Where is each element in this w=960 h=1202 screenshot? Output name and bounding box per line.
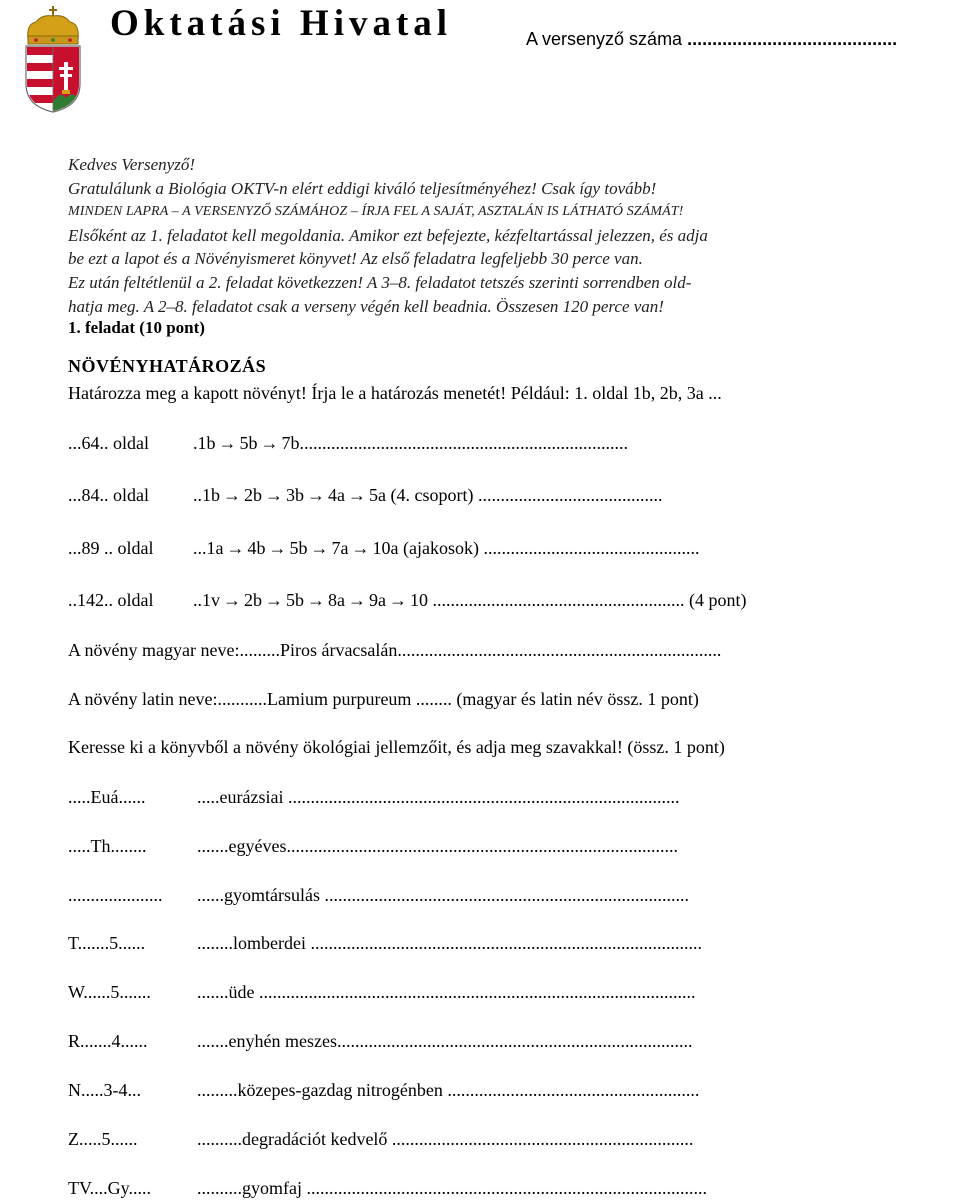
competitor-number-field — [526, 29, 897, 50]
ecology-code: R.......4...... — [68, 1031, 148, 1051]
arrow-right-icon: → — [310, 538, 329, 558]
ecology-value: .........közepes-gazdag nitrogénben ........................................................ — [197, 1080, 700, 1100]
ecology-value: .......üde ................................................................................................. — [197, 982, 696, 1002]
ecology-value: ........lomberdei ....................................................................................... — [197, 933, 702, 953]
arrow-right-icon: → — [218, 433, 237, 453]
arrow-right-icon: → — [307, 590, 325, 610]
greeting: Kedves Versenyző! — [68, 155, 195, 174]
ecology-code: .....Euá...... — [68, 787, 146, 807]
task-title: 1. feladat (10 pont) — [68, 318, 205, 337]
arrow-right-icon: → — [268, 538, 287, 558]
arrow-right-icon: → — [265, 485, 283, 505]
organization-title: Oktatási Hivatal — [110, 3, 453, 44]
arrow-right-icon: → — [223, 485, 241, 505]
section-title: NÖVÉNYHATÁROZÁS — [68, 356, 267, 376]
ecology-value: .....eurázsiai ....................................................................................... — [197, 787, 680, 807]
intro-instructions — [68, 153, 898, 318]
instruction-line-3: Ez után feltétlenül a 2. feladat következzen! A 3–8. feladatot tetszés szerinti sorrendben old- — [68, 272, 692, 292]
ecology-code: ..................... — [68, 885, 163, 905]
arrow-right-icon: → — [389, 590, 407, 610]
plant-latin-name: A növény latin neve:...........Lamium purpureum ........ (magyar és latin név össz. 1 pont) — [68, 689, 699, 709]
step-page: ...64.. oldal — [68, 433, 149, 453]
page-number-instruction: MINDEN LAPRA – A VERSENYZŐ SZÁMÁHOZ – ÍRJA FEL A SAJÁT, ASZTALÁN IS LÁTHATÓ SZÁMÁT! — [68, 204, 684, 220]
arrow-right-icon: → — [226, 538, 245, 558]
ecology-value: .......enyhén meszes............................................................................... — [197, 1031, 693, 1051]
step-page: ...89 .. oldal — [68, 538, 154, 558]
ecology-code: .....Th........ — [68, 836, 147, 856]
competitor-number-blank: .......................................... — [687, 29, 898, 49]
ecology-code: W......5....... — [68, 982, 151, 1002]
ecology-value: ......gyomtársulás ................................................................................. — [197, 885, 689, 905]
arrow-right-icon: → — [260, 433, 279, 453]
competitor-number-label: A versenyző száma — [526, 29, 683, 49]
plant-hungarian-name: A növény magyar neve:.........Piros árvacsalán........................................................................ — [68, 640, 722, 660]
step-points: (4 pont) — [684, 590, 747, 610]
arrow-right-icon: → — [223, 590, 241, 610]
ecology-code: T.......5...... — [68, 933, 146, 953]
instruction-line-1: Elsőként az 1. feladatot kell megoldania. Amikor ezt befejezte, kézfeltartással jelezzen, és adja — [68, 225, 708, 245]
ecology-value: ..........gyomfaj ......................................................................................... — [197, 1178, 707, 1198]
arrow-right-icon: → — [348, 485, 366, 505]
ecology-prompt: Keresse ki a könyvből a növény ökológiai jellemzőit, és adja meg szavakkal! (össz. 1 pont) — [68, 737, 725, 757]
ecology-code: N.....3-4... — [68, 1080, 141, 1100]
step-path: ..1b → 2b → 3b → 4a → 5a (4. csoport) ......................................... — [193, 485, 663, 505]
ecology-value: .......egyéves....................................................................................... — [197, 836, 678, 856]
congratulation-line: Gratulálunk a Biológia OKTV-n elért eddigi kiváló teljesítményéhez! Csak így tovább! — [68, 178, 657, 198]
arrow-right-icon: → — [265, 590, 283, 610]
instruction-line-4: hatja meg. A 2–8. feladatot csak a verseny végén kell beadnia. Összesen 120 perce van! — [68, 296, 664, 316]
arrow-right-icon: → — [348, 590, 366, 610]
ecology-value: ..........degradációt kedvelő ................................................................... — [197, 1129, 694, 1149]
step-path: ..1v → 2b → 5b → 8a → 9a → 10 ........................................................ (4 pont) — [193, 590, 747, 610]
instruction-line-2: be ezt a lapot és a Növényismeret könyvet! Az első feladatra legfeljebb 30 perce van. — [68, 249, 643, 269]
hungarian-coat-of-arms-icon — [22, 6, 84, 114]
ecology-code: Z.....5...... — [68, 1129, 138, 1149]
step-path: ...1a → 4b → 5b → 7a → 10a (ajakosok) ................................................ — [193, 538, 700, 558]
arrow-right-icon: → — [307, 485, 325, 505]
step-page: ...84.. oldal — [68, 485, 149, 505]
step-page: ..142.. oldal — [68, 590, 154, 610]
step-path: .1b → 5b → 7b......................................................................... — [193, 433, 628, 453]
ecology-code: TV....Gy..... — [68, 1178, 152, 1198]
task-instruction: Határozza meg a kapott növényt! Írja le a határozás menetét! Például: 1. oldal 1b, 2b, 3a ... — [68, 383, 722, 403]
arrow-right-icon: → — [351, 538, 370, 558]
